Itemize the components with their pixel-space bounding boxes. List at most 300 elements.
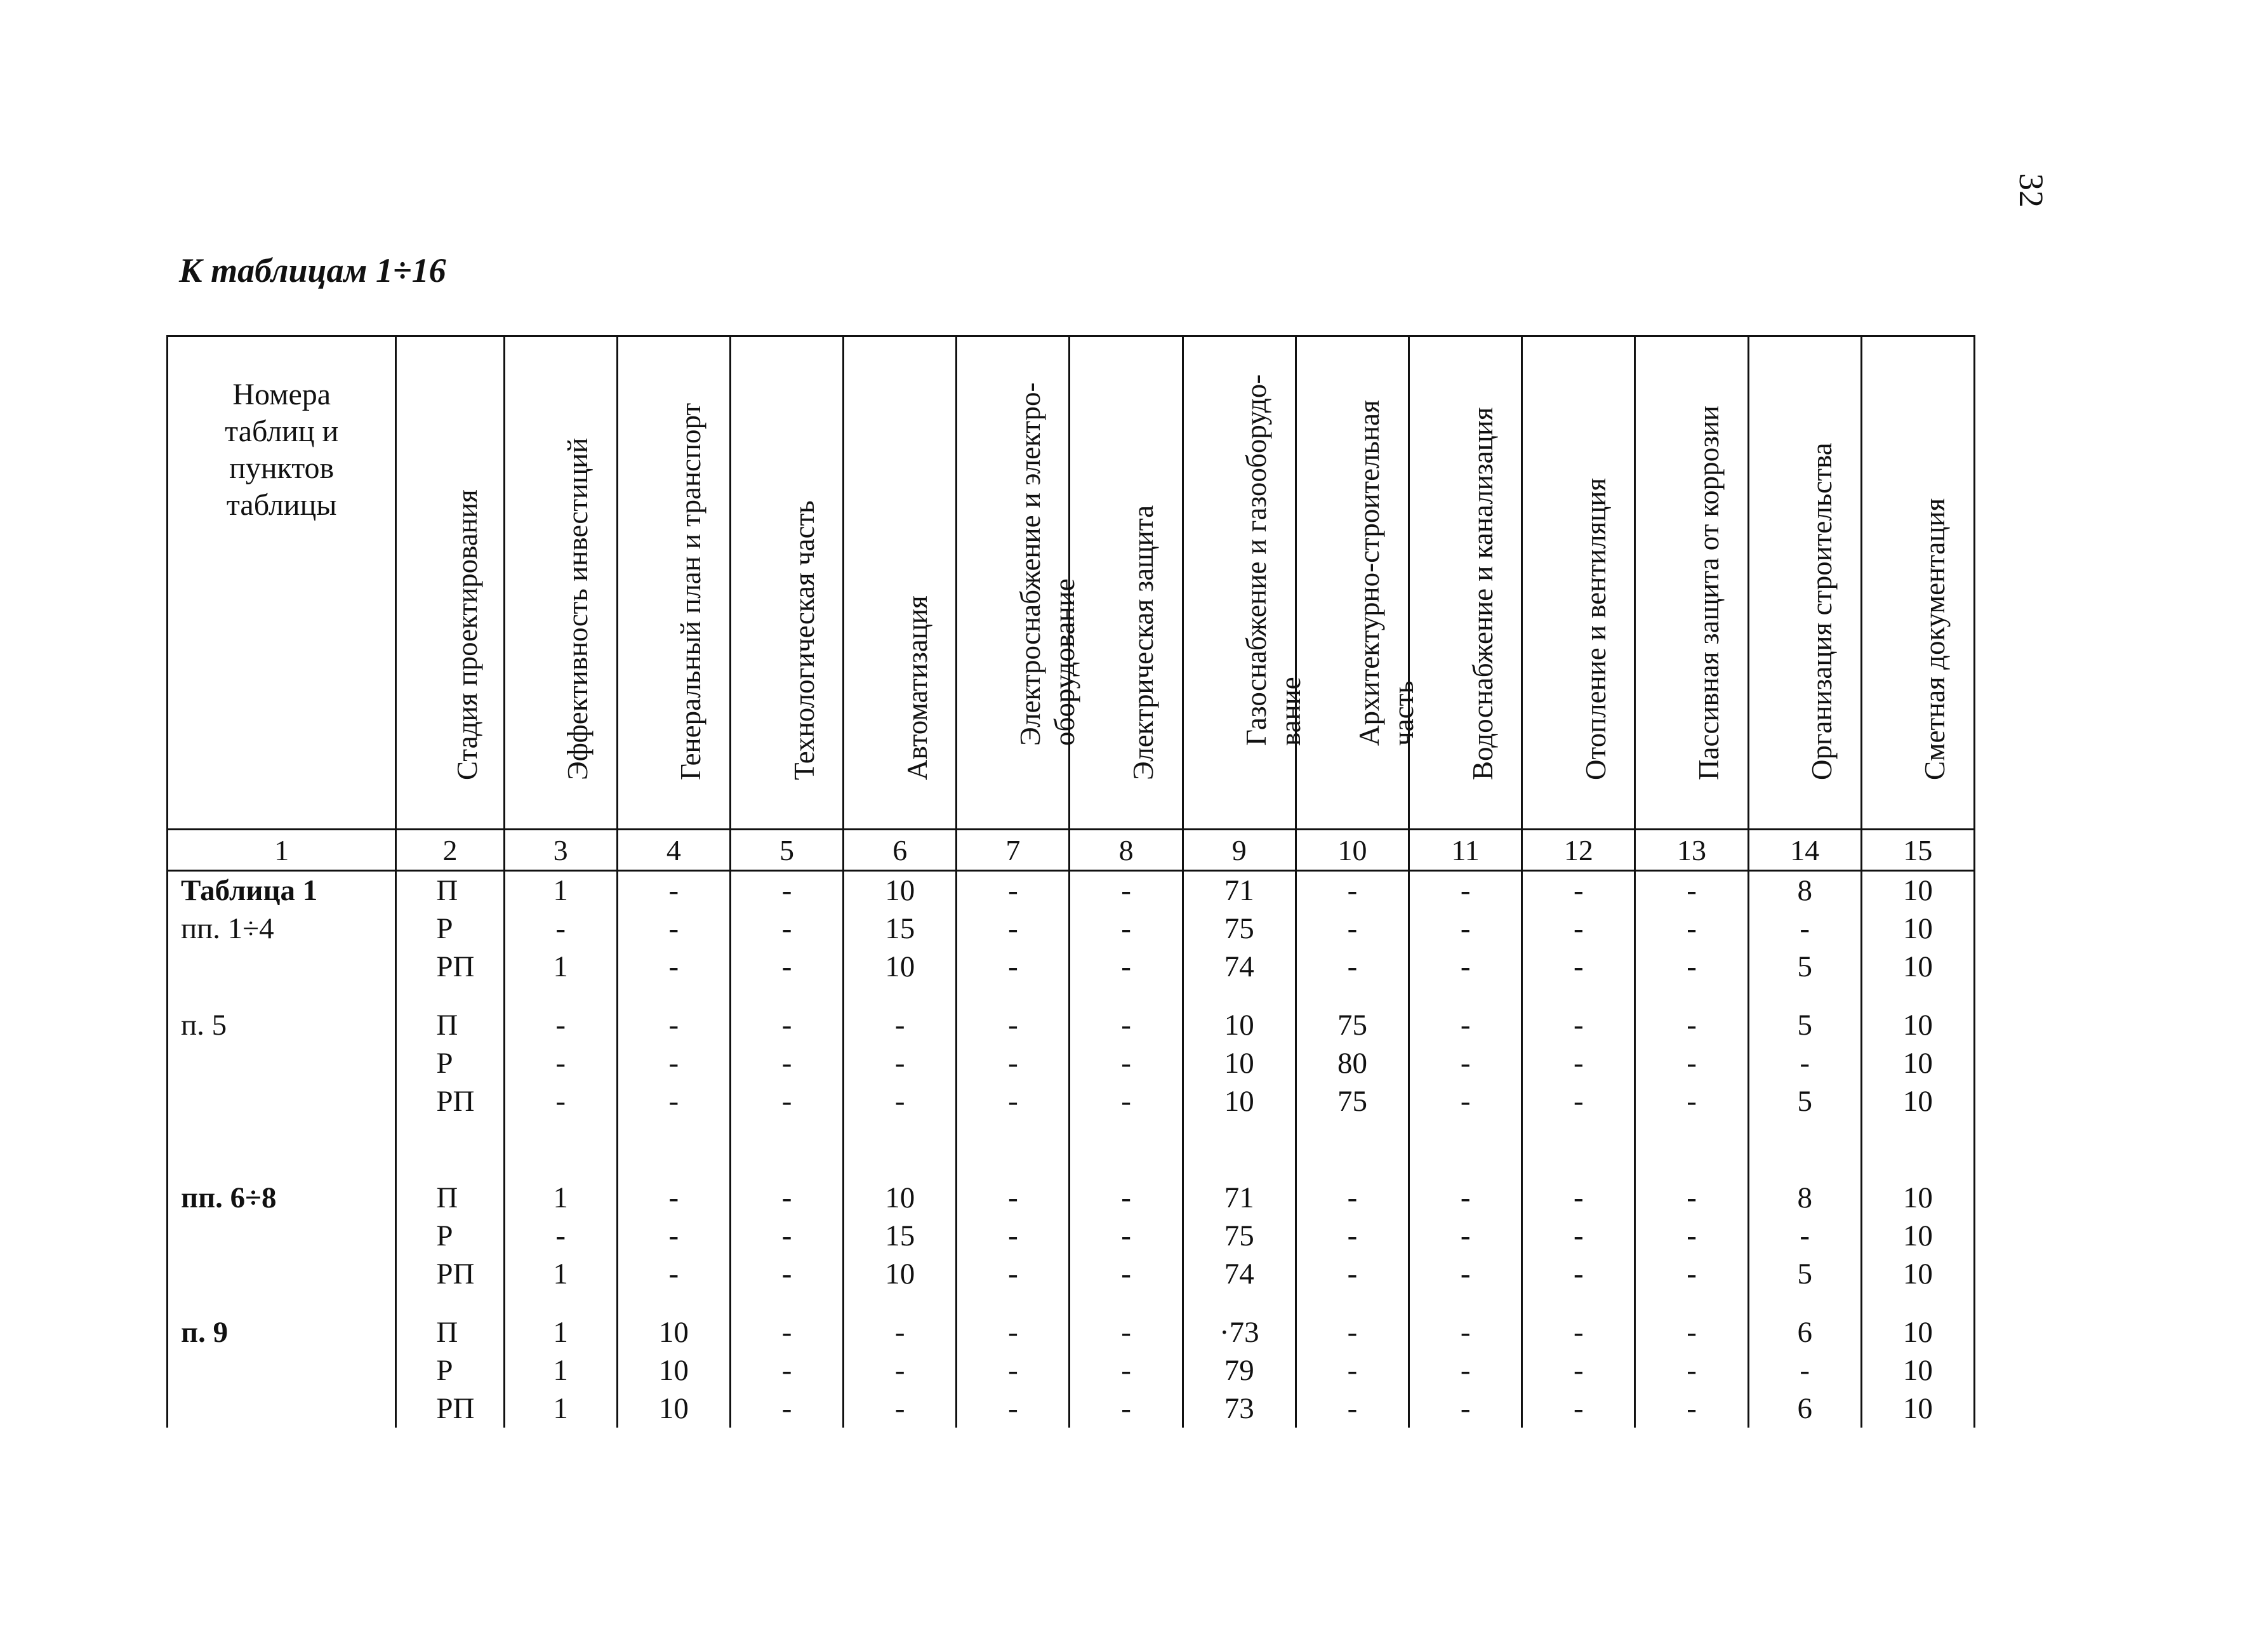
value-cell: - — [504, 910, 617, 948]
row-label — [168, 1390, 396, 1428]
section-heading: К таблицам 1÷16 — [179, 251, 446, 289]
table-row — [168, 1082, 1975, 1120]
table-row — [168, 948, 1975, 986]
spacer-cell — [1183, 986, 1296, 1006]
value-cell: - — [1522, 1217, 1635, 1255]
value-cell: - — [730, 1351, 843, 1390]
column-number: 10 — [1296, 830, 1409, 871]
value-cell: 10 — [1861, 1006, 1974, 1044]
value-cell: 10 — [1861, 910, 1974, 948]
stage-cell: Р — [396, 910, 504, 948]
spacer-cell — [617, 1120, 730, 1179]
spacer-cell — [1861, 1120, 1974, 1179]
spacer-cell — [1635, 1120, 1748, 1179]
spacer-cell — [1861, 1293, 1974, 1313]
value-cell: 10 — [1861, 1082, 1974, 1120]
value-cell: - — [730, 1390, 843, 1428]
value-cell: 10 — [1861, 1313, 1974, 1351]
column-header-line: Сметная документация — [1919, 498, 1951, 780]
value-cell: - — [957, 1255, 1070, 1293]
value-cell: - — [1522, 910, 1635, 948]
column-header-line: Газоснабжение и газооборудо- — [1240, 374, 1273, 746]
row-label: пп. 6÷8 — [168, 1179, 396, 1217]
column-number: 6 — [844, 830, 957, 871]
value-cell: - — [1409, 948, 1522, 986]
stage-cell: РП — [396, 948, 504, 986]
value-cell: - — [1070, 1351, 1183, 1390]
value-cell: - — [1748, 910, 1861, 948]
value-cell: - — [1635, 1390, 1748, 1428]
column-header-line: Стадия проектирования — [451, 489, 483, 780]
column-number: 2 — [396, 830, 504, 871]
value-cell: - — [1409, 1351, 1522, 1390]
value-cell: 6 — [1748, 1313, 1861, 1351]
value-cell: 75 — [1183, 910, 1296, 948]
value-cell: 10 — [1861, 871, 1974, 910]
spacer-cell — [1296, 986, 1409, 1006]
spacer-cell — [1522, 986, 1635, 1006]
value-cell: 1 — [504, 1179, 617, 1217]
spacer-cell — [504, 1293, 617, 1313]
value-cell: - — [730, 910, 843, 948]
column-header-line: Отопление и вентиляция — [1579, 477, 1612, 780]
column-number: 12 — [1522, 830, 1635, 871]
column-header-text — [1692, 348, 1726, 780]
column-number: 15 — [1861, 830, 1974, 871]
value-cell: - — [844, 1351, 957, 1390]
spacer-cell — [1748, 1120, 1861, 1179]
value-cell: - — [957, 1217, 1070, 1255]
value-cell: 10 — [1183, 1044, 1296, 1082]
column-number: 4 — [617, 830, 730, 871]
value-cell: - — [617, 1255, 730, 1293]
value-cell: - — [730, 1179, 843, 1217]
spacer-cell — [617, 1293, 730, 1313]
value-cell: - — [1522, 1006, 1635, 1044]
value-cell: - — [1070, 1044, 1183, 1082]
value-cell: - — [730, 1044, 843, 1082]
value-cell: - — [1296, 1313, 1409, 1351]
column-header — [730, 336, 843, 830]
column-header — [1070, 336, 1183, 830]
column-number: 13 — [1635, 830, 1748, 871]
value-cell: - — [1070, 1082, 1183, 1120]
spacer-cell — [1070, 986, 1183, 1006]
column-header-line: Автоматизация — [901, 595, 933, 780]
value-cell: - — [1296, 1255, 1409, 1293]
value-cell: - — [1522, 871, 1635, 910]
value-cell: - — [1635, 1217, 1748, 1255]
spacer-cell — [957, 986, 1070, 1006]
value-cell: 15 — [844, 1217, 957, 1255]
value-cell: 73 — [1183, 1390, 1296, 1428]
value-cell: 10 — [844, 871, 957, 910]
table-row — [168, 1044, 1975, 1082]
spacer-cell — [1183, 1120, 1296, 1179]
column-header — [396, 336, 504, 830]
row-label: п. 9 — [168, 1313, 396, 1351]
column-header — [1748, 336, 1861, 830]
value-cell: - — [957, 1006, 1070, 1044]
stage-cell: РП — [396, 1390, 504, 1428]
table-row — [168, 910, 1975, 948]
value-cell: - — [617, 948, 730, 986]
value-cell: - — [1748, 1044, 1861, 1082]
column-header-text — [1579, 348, 1613, 780]
value-cell: 10 — [1861, 948, 1974, 986]
value-cell: 10 — [1861, 1390, 1974, 1428]
column-number: 5 — [730, 830, 843, 871]
value-cell: 79 — [1183, 1351, 1296, 1390]
value-cell: - — [1070, 871, 1183, 910]
column-header — [1183, 336, 1307, 830]
value-cell: 10 — [617, 1313, 730, 1351]
value-cell: - — [844, 1313, 957, 1351]
value-cell: 10 — [844, 1255, 957, 1293]
header-table-numbers — [168, 336, 396, 830]
value-cell: 10 — [1183, 1006, 1296, 1044]
value-cell: - — [1635, 1255, 1748, 1293]
value-cell: - — [1070, 910, 1183, 948]
value-cell: 5 — [1748, 1006, 1861, 1044]
value-cell: - — [1070, 1255, 1183, 1293]
header-line: пунктов — [229, 451, 335, 485]
column-number: 14 — [1748, 830, 1861, 871]
value-cell: - — [617, 1179, 730, 1217]
spacer-cell — [1296, 1293, 1409, 1313]
value-cell: - — [957, 1044, 1070, 1082]
work-distribution-table — [166, 335, 1975, 1428]
column-header — [957, 336, 1080, 830]
value-cell: - — [1635, 871, 1748, 910]
row-label — [168, 1044, 396, 1082]
column-header-line: оборудование — [1048, 578, 1080, 746]
spacer-cell — [844, 986, 957, 1006]
value-cell: - — [730, 1006, 843, 1044]
spacer-cell — [396, 1293, 504, 1313]
value-cell: - — [1748, 1217, 1861, 1255]
value-cell: - — [957, 1390, 1070, 1428]
spacer-cell — [168, 1120, 396, 1179]
column-header — [617, 336, 730, 830]
column-header-line: вание — [1275, 677, 1307, 746]
value-cell: - — [957, 1179, 1070, 1217]
spacer-cell — [730, 986, 843, 1006]
value-cell: - — [1522, 1179, 1635, 1217]
header-line: таблиц и — [225, 415, 339, 448]
spacer-cell — [1635, 986, 1748, 1006]
spacer-row — [168, 1120, 1975, 1179]
value-cell: 10 — [617, 1390, 730, 1428]
value-cell: 10 — [617, 1351, 730, 1390]
value-cell: 1 — [504, 1255, 617, 1293]
value-cell: 15 — [844, 910, 957, 948]
column-header-line: Генеральный план и транспорт — [675, 402, 707, 780]
value-cell: 5 — [1748, 1082, 1861, 1120]
spacer-cell — [168, 986, 396, 1006]
row-label: пп. 1÷4 — [168, 910, 396, 948]
spacer-cell — [957, 1120, 1070, 1179]
row-label — [168, 948, 396, 986]
row-label — [168, 1351, 396, 1390]
stage-cell: Р — [396, 1351, 504, 1390]
value-cell: - — [1635, 910, 1748, 948]
spacer-row — [168, 1293, 1975, 1313]
spacer-cell — [1296, 1120, 1409, 1179]
value-cell: - — [1296, 948, 1409, 986]
spacer-cell — [1409, 1120, 1522, 1179]
table-row — [168, 871, 1975, 910]
value-cell: - — [617, 871, 730, 910]
value-cell: 5 — [1748, 948, 1861, 986]
column-header-text — [560, 348, 595, 780]
value-cell: - — [1409, 871, 1522, 910]
value-cell: - — [1522, 1082, 1635, 1120]
value-cell: 1 — [504, 948, 617, 986]
column-number: 11 — [1409, 830, 1522, 871]
row-label: п. 5 — [168, 1006, 396, 1044]
table-row — [168, 1179, 1975, 1217]
value-cell: - — [1409, 1255, 1522, 1293]
value-cell: - — [1748, 1351, 1861, 1390]
value-cell: - — [1296, 1351, 1409, 1390]
header-line: таблицы — [226, 488, 337, 522]
value-cell: - — [1296, 1390, 1409, 1428]
value-cell: - — [1635, 1351, 1748, 1390]
spacer-cell — [730, 1293, 843, 1313]
spacer-row — [168, 986, 1975, 1006]
value-cell: - — [504, 1006, 617, 1044]
value-cell: - — [1635, 1006, 1748, 1044]
table-row — [168, 1217, 1975, 1255]
stage-cell: П — [396, 871, 504, 910]
value-cell: - — [957, 910, 1070, 948]
value-cell: - — [730, 871, 843, 910]
value-cell: 6 — [1748, 1390, 1861, 1428]
value-cell: 71 — [1183, 1179, 1296, 1217]
spacer-cell — [617, 986, 730, 1006]
column-header — [1861, 336, 1974, 830]
column-header-text — [1805, 348, 1839, 780]
value-cell: 71 — [1183, 871, 1296, 910]
value-cell: 10 — [1861, 1179, 1974, 1217]
value-cell: 1 — [504, 871, 617, 910]
column-header-text — [450, 348, 484, 780]
value-cell: - — [844, 1082, 957, 1120]
value-cell: - — [1522, 1351, 1635, 1390]
value-cell: - — [730, 1082, 843, 1120]
column-header-line: Организация строительства — [1806, 442, 1838, 780]
value-cell: 5 — [1748, 1255, 1861, 1293]
value-cell: 1 — [504, 1351, 617, 1390]
row-label — [168, 1255, 396, 1293]
spacer-cell — [1861, 986, 1974, 1006]
value-cell: - — [504, 1217, 617, 1255]
value-cell: - — [730, 1313, 843, 1351]
value-cell: - — [1070, 1006, 1183, 1044]
column-header — [844, 336, 957, 830]
spacer-cell — [504, 1120, 617, 1179]
stage-cell: Р — [396, 1217, 504, 1255]
spacer-cell — [957, 1293, 1070, 1313]
value-cell: - — [1635, 1179, 1748, 1217]
value-cell: 8 — [1748, 871, 1861, 910]
stage-cell: РП — [396, 1082, 504, 1120]
value-cell: - — [1296, 1217, 1409, 1255]
value-cell: - — [617, 1006, 730, 1044]
value-cell: - — [1070, 1390, 1183, 1428]
value-cell: - — [1522, 1390, 1635, 1428]
value-cell: 10 — [1183, 1082, 1296, 1120]
value-cell: - — [844, 1390, 957, 1428]
column-header — [1296, 336, 1420, 830]
column-header — [504, 336, 617, 830]
value-cell: - — [504, 1082, 617, 1120]
value-cell: - — [1522, 1255, 1635, 1293]
stage-cell: П — [396, 1006, 504, 1044]
value-cell: 75 — [1296, 1082, 1409, 1120]
value-cell: - — [1409, 1006, 1522, 1044]
value-cell: 10 — [1861, 1255, 1974, 1293]
value-cell: - — [1296, 871, 1409, 910]
value-cell: 80 — [1296, 1044, 1409, 1082]
value-cell: - — [1070, 1313, 1183, 1351]
spacer-cell — [844, 1120, 957, 1179]
spacer-cell — [1409, 986, 1522, 1006]
value-cell: 10 — [1861, 1351, 1974, 1390]
value-cell: - — [844, 1006, 957, 1044]
value-cell: - — [844, 1044, 957, 1082]
value-cell: - — [1522, 948, 1635, 986]
column-header-line: Технологическая часть — [788, 500, 820, 780]
value-cell: - — [1522, 1044, 1635, 1082]
column-header-line: Архитектурно-строительная — [1353, 400, 1386, 746]
value-cell: - — [730, 1255, 843, 1293]
column-number: 7 — [957, 830, 1070, 871]
column-header-line: Пассивная защита от коррозии — [1693, 405, 1725, 780]
value-cell: ·73 — [1183, 1313, 1296, 1351]
table-row — [168, 1255, 1975, 1293]
value-cell: - — [1635, 948, 1748, 986]
table-row — [168, 1313, 1975, 1351]
row-label: Таблица 1 — [168, 871, 396, 910]
value-cell: 74 — [1183, 948, 1296, 986]
column-number-row — [168, 830, 1975, 871]
column-header-text — [1466, 348, 1500, 780]
value-cell: - — [1296, 910, 1409, 948]
value-cell: - — [1635, 1313, 1748, 1351]
table-row — [168, 1390, 1975, 1428]
column-number: 3 — [504, 830, 617, 871]
value-cell: 8 — [1748, 1179, 1861, 1217]
table-body — [168, 871, 1975, 1428]
header-line: Номера — [232, 378, 331, 411]
value-cell: 1 — [504, 1313, 617, 1351]
value-cell: - — [730, 1217, 843, 1255]
spacer-cell — [1635, 1293, 1748, 1313]
spacer-cell — [168, 1293, 396, 1313]
value-cell: - — [1409, 1082, 1522, 1120]
value-cell: 10 — [844, 948, 957, 986]
value-cell: 75 — [1183, 1217, 1296, 1255]
value-cell: 74 — [1183, 1255, 1296, 1293]
stage-cell: Р — [396, 1044, 504, 1082]
column-number: 1 — [168, 830, 396, 871]
table-row — [168, 1006, 1975, 1044]
value-cell: - — [957, 871, 1070, 910]
value-cell: - — [1296, 1179, 1409, 1217]
spacer-cell — [1748, 986, 1861, 1006]
page-number: 32 — [2012, 173, 2050, 208]
column-header-text — [1918, 348, 1952, 780]
spacer-cell — [1183, 1293, 1296, 1313]
value-cell: - — [1635, 1044, 1748, 1082]
value-cell: - — [1070, 1217, 1183, 1255]
value-cell: 10 — [1861, 1217, 1974, 1255]
spacer-cell — [396, 986, 504, 1006]
value-cell: - — [957, 1313, 1070, 1351]
value-cell: - — [957, 948, 1070, 986]
value-cell: 10 — [1861, 1044, 1974, 1082]
value-cell: - — [1070, 1179, 1183, 1217]
row-label — [168, 1082, 396, 1120]
value-cell: - — [1409, 1217, 1522, 1255]
column-header-line: часть — [1388, 680, 1420, 746]
value-cell: - — [617, 1044, 730, 1082]
value-cell: - — [957, 1351, 1070, 1390]
spacer-cell — [1522, 1120, 1635, 1179]
value-cell: - — [1409, 1313, 1522, 1351]
table-row — [168, 1351, 1975, 1390]
value-cell: - — [1070, 948, 1183, 986]
row-label — [168, 1217, 396, 1255]
spacer-cell — [396, 1120, 504, 1179]
column-number: 8 — [1070, 830, 1183, 871]
column-header-line: Эффективность инвестиций — [562, 437, 594, 780]
column-header — [1635, 336, 1748, 830]
value-cell: - — [957, 1082, 1070, 1120]
value-cell: 10 — [844, 1179, 957, 1217]
value-cell: - — [617, 1082, 730, 1120]
spacer-cell — [504, 986, 617, 1006]
value-cell: 1 — [504, 1390, 617, 1428]
value-cell: - — [1522, 1313, 1635, 1351]
column-header — [1409, 336, 1522, 830]
stage-cell: РП — [396, 1255, 504, 1293]
stage-cell: П — [396, 1313, 504, 1351]
value-cell: - — [1409, 1179, 1522, 1217]
spacer-cell — [844, 1293, 957, 1313]
value-cell: - — [1409, 910, 1522, 948]
value-cell: - — [1409, 1390, 1522, 1428]
value-cell: - — [1635, 1082, 1748, 1120]
header-row — [168, 336, 1975, 830]
column-header-line: Электрическая защита — [1127, 505, 1160, 780]
column-header-line: Водоснабжение и канализация — [1466, 407, 1499, 780]
column-header-text — [787, 348, 821, 780]
column-header-line: Электроснабжение и электро- — [1014, 382, 1046, 746]
value-cell: - — [617, 910, 730, 948]
stage-cell: П — [396, 1179, 504, 1217]
spacer-cell — [1070, 1120, 1183, 1179]
value-cell: - — [730, 948, 843, 986]
value-cell: - — [617, 1217, 730, 1255]
column-header-text — [1126, 348, 1160, 780]
spacer-cell — [1070, 1293, 1183, 1313]
column-header-text — [673, 348, 708, 780]
spacer-cell — [730, 1120, 843, 1179]
value-cell: 75 — [1296, 1006, 1409, 1044]
